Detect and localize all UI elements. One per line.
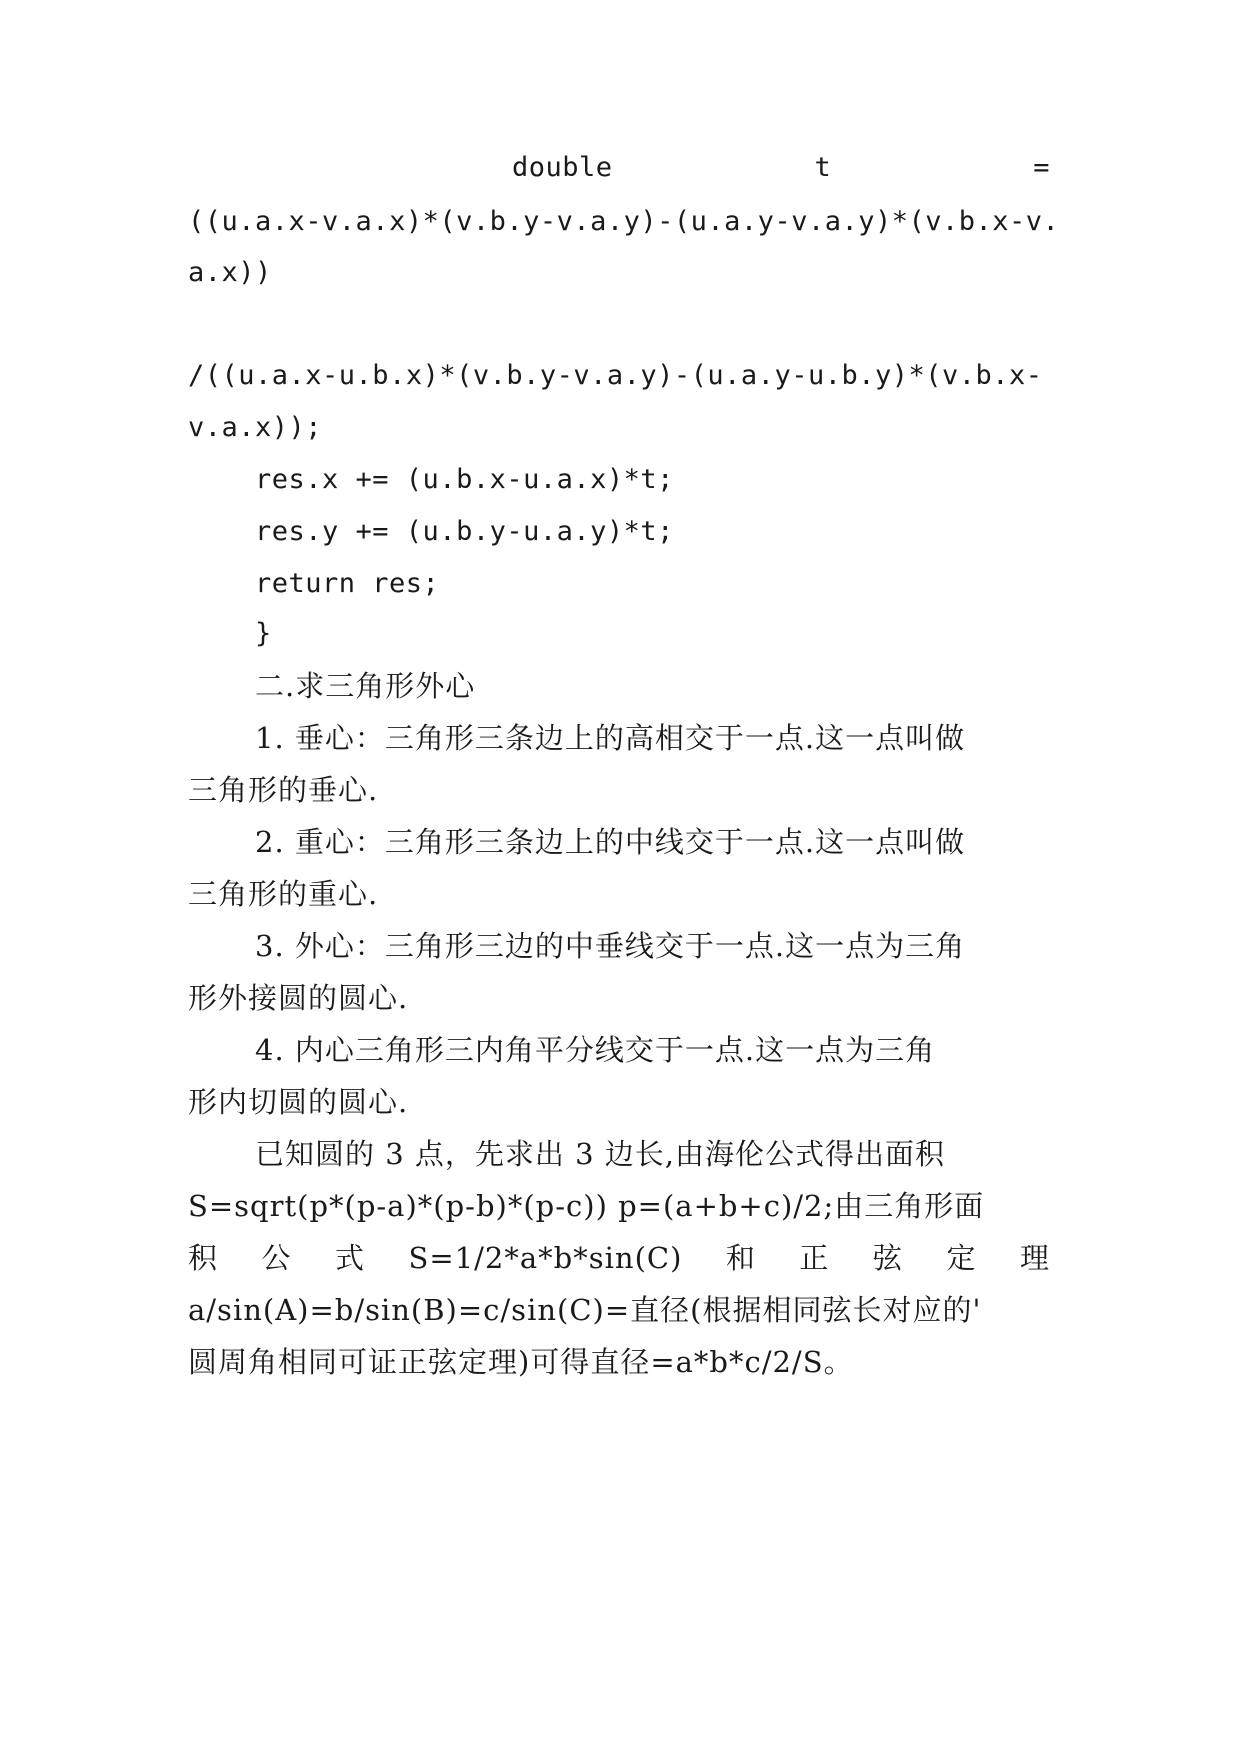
- list-item-incenter-cont: 形内切圆的圆心.: [188, 1085, 409, 1119]
- document-page: [188, 0, 1060, 1754]
- list-item-circumcenter: 3. 外心：三角形三边的中垂线交于一点.这一点为三角: [255, 929, 966, 963]
- list-item-orthocenter: 1. 垂心：三角形三条边上的高相交于一点.这一点叫做: [255, 721, 966, 755]
- paragraph-line: 已知圆的 3 点，先求出 3 边长,由海伦公式得出面积: [255, 1137, 945, 1171]
- paragraph-token: 正: [799, 1241, 830, 1275]
- paragraph-token: 弦: [872, 1241, 903, 1275]
- code-line: res.x += (u.b.x-u.a.x)*t;: [255, 464, 674, 495]
- code-line: }: [255, 618, 272, 649]
- code-token: double: [512, 152, 613, 183]
- paragraph-line: S=sqrt(p*(p-a)*(p-b)*(p-c)) p=(a+b+c)/2;由三角形面: [188, 1189, 985, 1223]
- code-line: res.y += (u.b.y-u.a.y)*t;: [255, 516, 674, 547]
- paragraph-line: 圆周角相同可证正弦定理)可得直径=a*b*c/2/S。: [188, 1345, 854, 1379]
- paragraph-token: 式: [335, 1241, 366, 1275]
- paragraph-token: 定: [946, 1241, 977, 1275]
- code-line: /((u.a.x-u.b.x)*(v.b.y-v.a.y)-(u.a.y-u.b.y)*(v.b.x-: [188, 360, 1043, 391]
- code-line: ((u.a.x-v.a.x)*(v.b.y-v.a.y)-(u.a.y-v.a.y)*(v.b.x-v.: [188, 206, 1060, 237]
- paragraph-token: 公: [261, 1241, 292, 1275]
- code-line: return res;: [255, 568, 440, 599]
- paragraph-token: 和: [725, 1241, 756, 1275]
- list-item-centroid: 2. 重心：三角形三条边上的中线交于一点.这一点叫做: [255, 825, 966, 859]
- code-line: v.a.x));: [188, 412, 323, 443]
- list-item-centroid-cont: 三角形的重心.: [188, 877, 379, 911]
- code-line: a.x)): [188, 257, 272, 288]
- paragraph-token: 理: [1019, 1241, 1050, 1275]
- list-item-incenter: 4. 内心三角形三内角平分线交于一点.这一点为三角: [255, 1033, 936, 1067]
- code-line-double-t: [188, 148, 1050, 188]
- paragraph-line-justified: [188, 1238, 1050, 1278]
- list-item-circumcenter-cont: 形外接圆的圆心.: [188, 981, 409, 1015]
- code-token: =: [1033, 152, 1050, 183]
- paragraph-token: 积: [188, 1241, 219, 1275]
- code-token: t: [814, 152, 832, 183]
- list-item-orthocenter-cont: 三角形的垂心.: [188, 773, 379, 807]
- paragraph-line: a/sin(A)=b/sin(B)=c/sin(C)=直径(根据相同弦长对应的': [188, 1293, 982, 1327]
- paragraph-token: S=1/2*a*b*sin(C): [408, 1241, 683, 1275]
- section-heading: 二.求三角形外心: [255, 669, 476, 703]
